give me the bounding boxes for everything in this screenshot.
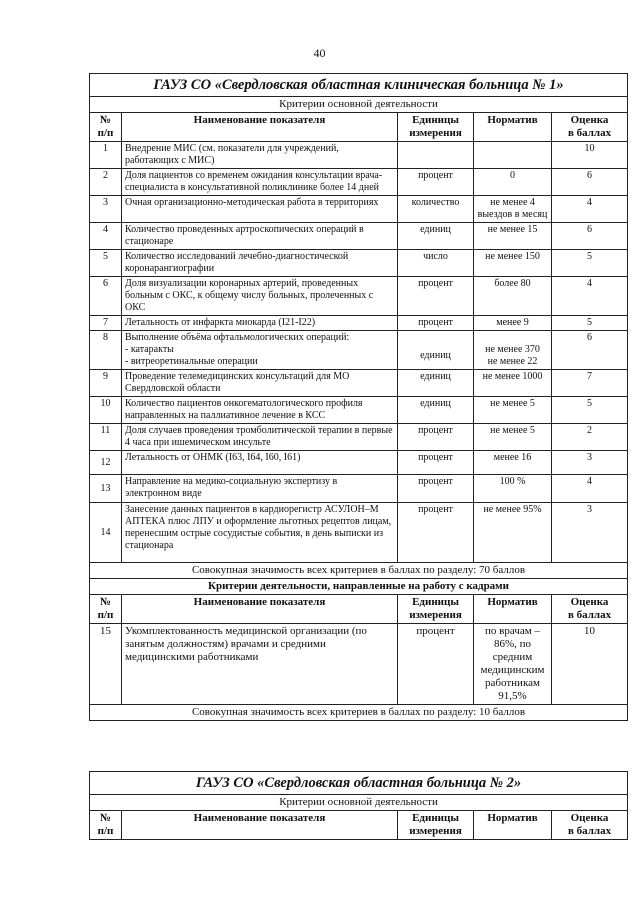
col-header-score: Оценка в баллах (552, 595, 628, 624)
table-row: 4 Количество проведенных артроскопических операций в стационаре единиц не менее 15 6 (90, 223, 628, 250)
hospital-1-table (89, 73, 628, 721)
col-header-num: № п/п (90, 113, 122, 142)
table-row: 12 Летальность от ОНМК (I63, I64, I60, I61) процент менее 16 3 (90, 451, 628, 475)
col-header-norm: Норматив (474, 595, 552, 624)
col-header-unit: Единицы измерения (398, 811, 474, 840)
col-header-name: Наименование показателя (122, 811, 398, 840)
table-row: 11 Доля случаев проведения тромболитической терапии в первые 4 часа при ишемическом инсульте процент не менее 5 2 (90, 424, 628, 451)
section-title-staff: Критерии деятельности, направленные на работу с кадрами (90, 579, 628, 595)
col-header-norm: Норматив (474, 113, 552, 142)
col-header-score: Оценка в баллах (552, 113, 628, 142)
section-summary-1: Совокупная значимость всех критериев в баллах по разделу: 70 баллов (90, 563, 628, 579)
table-row: 10 Количество пациентов онкогематологического профиля направленных на паллиативное лечение в КСС единиц не менее 5 5 (90, 397, 628, 424)
col-header-name: Наименование показателя (122, 595, 398, 624)
col-header-num: № п/п (90, 811, 122, 840)
col-header-num: № п/п (90, 595, 122, 624)
page-number: 40 (313, 46, 326, 60)
table-row: 7 Летальность от инфаркта миокарда (I21-I22) процент менее 9 5 (90, 316, 628, 331)
table-row: 8 Выполнение объёма офтальмологических операций: - катаракты - витреоретинальные операции единиц не менее 370 не менее 22 6 (90, 331, 628, 370)
section-title-main: Критерии основной деятельности (90, 795, 628, 811)
table-row: 15 Укомплектованность медицинской организации (по занятым должностям) врачами и средними медицинскими работниками процент по врачам – 86%, по средним медицинским работникам 91,5% 10 (90, 624, 628, 705)
col-header-unit: Единицы измерения (398, 595, 474, 624)
section-summary-2: Совокупная значимость всех критериев в баллах по разделу: 10 баллов (90, 705, 628, 721)
table-row: 1 Внедрение МИС (см. показатели для учреждений, работающих с МИС) 10 (90, 142, 628, 169)
table-row: 5 Количество исследований лечебно-диагностической коронарангиографии число не менее 150 5 (90, 250, 628, 277)
table-row: 14 Занесение данных пациентов в кардиорегистр АСУЛОН–М АПТЕКА плюс ЛПУ и оформление льготных рецептов лицам, перенесшим острые сосудистые события, в день выписки из стационара процент не менее 95% 3 (90, 503, 628, 563)
col-header-norm: Норматив (474, 811, 552, 840)
col-header-name: Наименование показателя (122, 113, 398, 142)
hospital-title: ГАУЗ СО «Свердловская областная больница № 2» (90, 772, 628, 795)
col-header-unit: Единицы измерения (398, 113, 474, 142)
hospital-title: ГАУЗ СО «Свердловская областная клиническая больница № 1» (90, 74, 628, 97)
hospital-2-table (89, 771, 628, 840)
table-row: 2 Доля пациентов со временем ожидания консультации врача-специалиста в консультативной поликлинике более 14 дней процент 0 6 (90, 169, 628, 196)
table-row: 6 Доля визуализации коронарных артерий, проведенных больным с ОКС, к общему числу больных, пролеченных с ОКС процент более 80 4 (90, 277, 628, 316)
section-title-main: Критерии основной деятельности (90, 97, 628, 113)
table-row: 3 Очная организационно-методическая работа в территориях количество не менее 4 выездов в месяц 4 (90, 196, 628, 223)
table-row: 13 Направление на медико-социальную экспертизу в электронном виде процент 100 % 4 (90, 475, 628, 503)
table-row: 9 Проведение телемедицинских консультаций для МО Свердловской области единиц не менее 1000 7 (90, 370, 628, 397)
col-header-score: Оценка в баллах (552, 811, 628, 840)
